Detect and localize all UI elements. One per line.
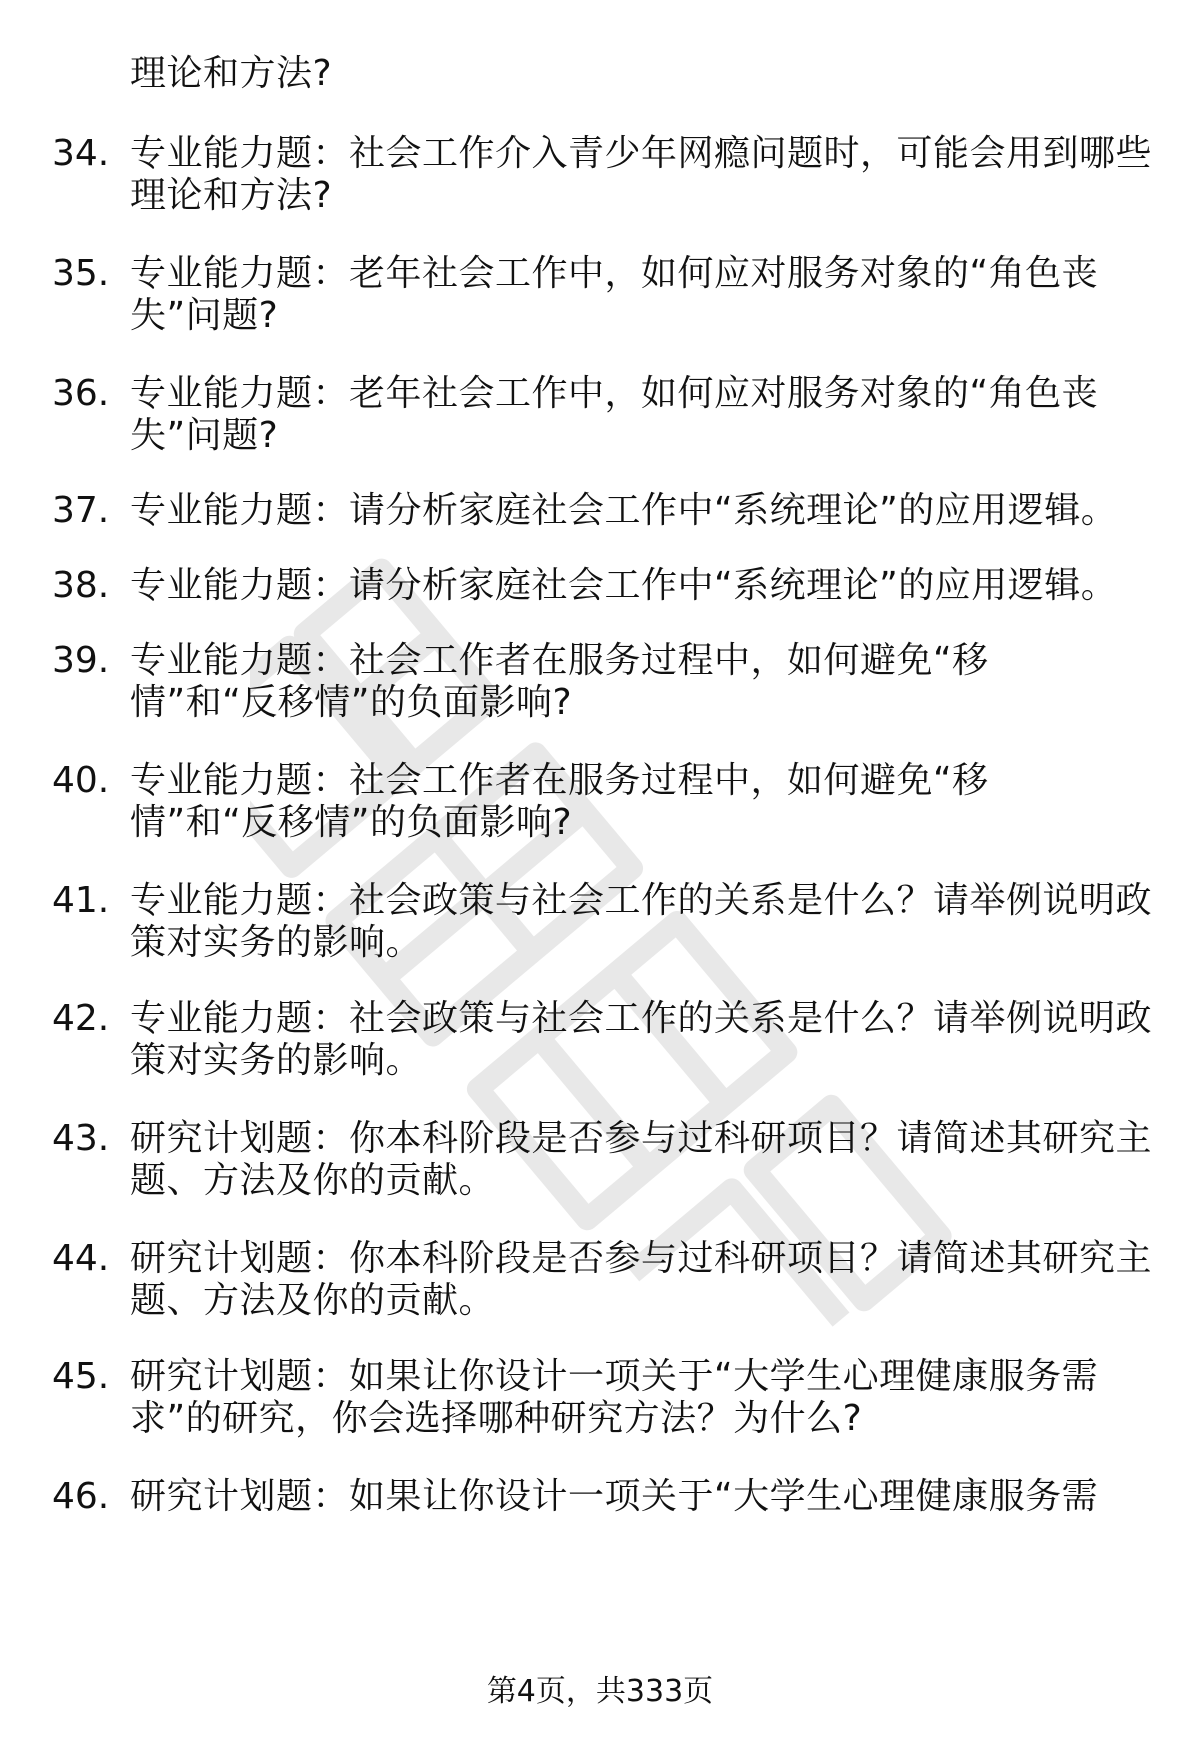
question-43-text-line-1: 研究计划题：你本科阶段是否参与过科研项目？请简述其研究主: [130, 1118, 1153, 1159]
question-44-number: 44.: [52, 1238, 110, 1279]
question-40-number: 40.: [52, 760, 110, 801]
question-34-number: 34.: [52, 133, 110, 174]
question-34-text-line-1: 专业能力题：社会工作介入青少年网瘾问题时，可能会用到哪些: [130, 133, 1153, 174]
question-46-number: 46.: [52, 1476, 110, 1517]
question-36-text-line-2: 失”问题?: [130, 415, 279, 456]
question-45-text-line-2: 求”的研究，你会选择哪种研究方法？为什么?: [130, 1398, 863, 1439]
question-38-text-line-1: 专业能力题：请分析家庭社会工作中“系统理论”的应用逻辑。: [130, 565, 1118, 606]
question-36-text-line-1: 专业能力题：老年社会工作中，如何应对服务对象的“角色丧: [130, 373, 1099, 414]
question-43-text-line-2: 题、方法及你的贡献。: [130, 1160, 496, 1201]
question-33-text-line-2: 理论和方法?: [130, 53, 333, 94]
question-41-text-line-1: 专业能力题：社会政策与社会工作的关系是什么？请举例说明政: [130, 880, 1153, 921]
question-42-text-line-2: 策对实务的影响。: [130, 1040, 423, 1081]
question-42-text-line-1: 专业能力题：社会政策与社会工作的关系是什么？请举例说明政: [130, 998, 1153, 1039]
question-35-number: 35.: [52, 253, 110, 294]
question-46-text-line-1: 研究计划题：如果让你设计一项关于“大学生心理健康服务需: [130, 1476, 1099, 1517]
question-41-text-line-2: 策对实务的影响。: [130, 922, 423, 963]
question-41-number: 41.: [52, 880, 110, 921]
question-44-text-line-1: 研究计划题：你本科阶段是否参与过科研项目？请简述其研究主: [130, 1238, 1153, 1279]
question-43-number: 43.: [52, 1118, 110, 1159]
question-36-number: 36.: [52, 373, 110, 414]
question-37-text-line-1: 专业能力题：请分析家庭社会工作中“系统理论”的应用逻辑。: [130, 490, 1118, 531]
question-38-number: 38.: [52, 565, 110, 606]
question-35-text-line-2: 失”问题?: [130, 295, 279, 336]
question-45-text-line-1: 研究计划题：如果让你设计一项关于“大学生心理健康服务需: [130, 1356, 1099, 1397]
page-footer: 第4页，共333页: [486, 1674, 714, 1709]
question-35-text-line-1: 专业能力题：老年社会工作中，如何应对服务对象的“角色丧: [130, 253, 1099, 294]
question-39-number: 39.: [52, 640, 110, 681]
question-34-text-line-2: 理论和方法?: [130, 175, 333, 216]
question-42-number: 42.: [52, 998, 110, 1039]
question-37-number: 37.: [52, 490, 110, 531]
question-44-text-line-2: 题、方法及你的贡献。: [130, 1280, 496, 1321]
question-39-text-line-1: 专业能力题：社会工作者在服务过程中，如何避免“移: [130, 640, 989, 681]
question-40-text-line-1: 专业能力题：社会工作者在服务过程中，如何避免“移: [130, 760, 989, 801]
question-39-text-line-2: 情”和“反移情”的负面影响?: [130, 682, 573, 723]
question-45-number: 45.: [52, 1356, 110, 1397]
question-40-text-line-2: 情”和“反移情”的负面影响?: [130, 802, 573, 843]
